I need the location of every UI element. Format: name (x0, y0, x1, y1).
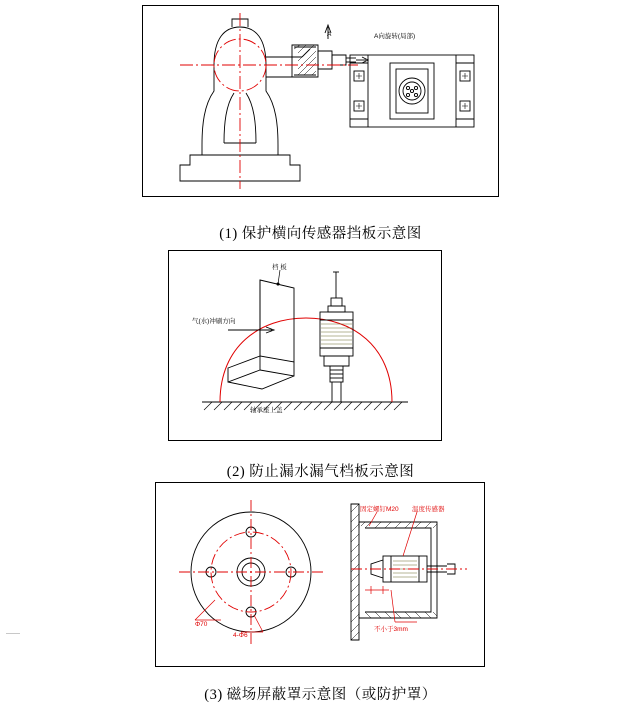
figure-1-label-a-rotated-view: A向旋转(局部) (374, 33, 416, 40)
figure-2-water-gas-shield-plate (168, 250, 442, 441)
figure-3-label-fixing-screw: 固定螺钉M20 (360, 506, 399, 513)
figure-2-drawing (168, 250, 442, 441)
figure-3-label-diameter-70: Φ70 (195, 621, 208, 628)
figure-2-label-shield-plate: 档 板 (272, 264, 287, 271)
page-margin-tick (6, 633, 20, 634)
figure-2-caption: (2) 防止漏水漏气档板示意图 (226, 464, 415, 480)
figure-3-caption: (3) 磁场屏蔽罩示意图（或防护罩） (204, 687, 437, 703)
figure-3-label-min-3mm: 不小于3mm (374, 626, 408, 633)
figure-3-label-four-holes: 4-Φ6 (233, 632, 248, 639)
figure-3-magnetic-shield-cover (155, 482, 485, 667)
figure-1-drawing (142, 5, 499, 197)
figure-2-label-flow-direction: 气(水)冲刷方向 (192, 318, 236, 325)
figure-1-label-a: A (327, 31, 332, 38)
figure-1-sensor-shield-plate (142, 5, 499, 197)
figure-2-label-bearing-cover: 轴承座上盖 (250, 407, 283, 414)
figure-1-caption: (1) 保护横向传感器挡板示意图 (219, 226, 422, 242)
figure-3-label-temperature-sensor: 温度传感器 (412, 506, 445, 513)
